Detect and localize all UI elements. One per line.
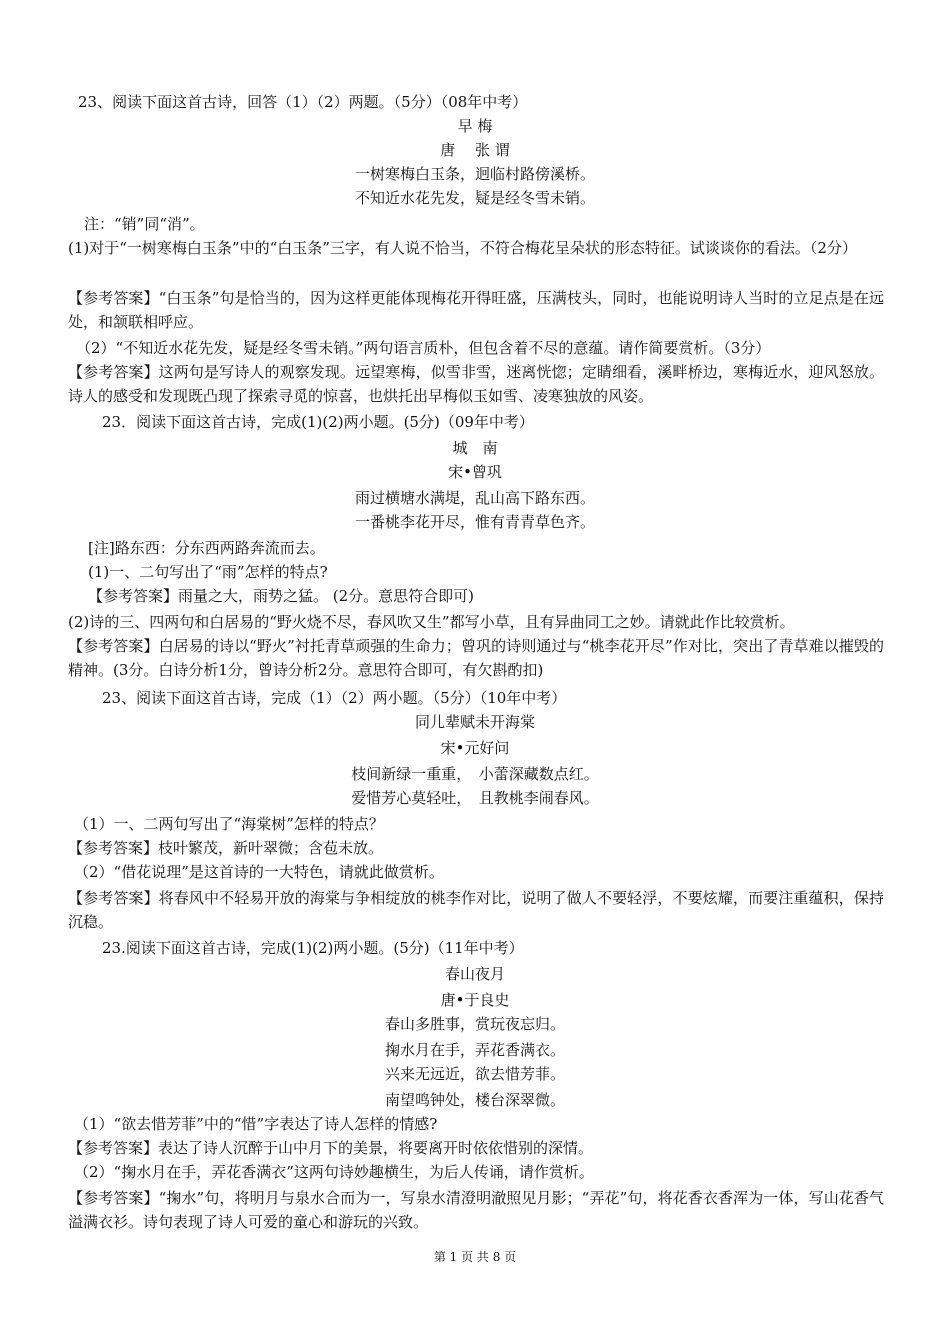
sub-question-11-1: （1）“欲去惜芳菲”中的“惜”字表达了诗人怎样的情感?	[74, 1115, 438, 1133]
poem-author-10: 宋•元好问	[440, 739, 510, 757]
question-header-09: 23．阅读下面这首古诗，完成(1)(2)两小题。(5分)（09年中考）	[102, 413, 534, 431]
sub-question-09-1: (1)一、二句写出了“雨”怎样的特点?	[88, 563, 328, 581]
answer-11-1: 【参考答案】表达了诗人沉醉于山中月下的美景，将要离开时依依惜别的深情。	[68, 1139, 594, 1157]
poem-line: 枝间新绿一重重， 小蕾深藏数点红。	[351, 765, 599, 783]
answer-11-2: 【参考答案】“掬水”句，将明月与泉水合而为一，写泉水清澄明澈照见月影；“弄花”句，将花香衣香浑为一体，写山花香气溢满衣衫。诗句表现了诗人可爱的童心和游玩的兴致。	[68, 1189, 884, 1231]
poem-note-08: 注：“销”同“消”。	[84, 215, 205, 233]
sub-question-08-2: （2）“不知近水花先发，疑是经冬雪未销。”两句语言质朴，但包含着不尽的意蕴。请作简要赏析。（3分）	[76, 339, 771, 357]
sub-question-08-1	[68, 236, 884, 260]
answer-09-2: 【参考答案】白居易的诗以“野火”衬托青草顽强的生命力；曾巩的诗则通过与“桃李花开尽”作对比，突出了青草难以摧毁的精神。(3分。白诗分析1分，曾诗分析2分。意思符合即可，有欠斟酌扣)	[68, 637, 884, 679]
poem-title-09: 城 南	[452, 439, 498, 457]
question-header-08: 23、阅读下面这首古诗，回答（1）（2）两题。（5分）（08年中考）	[78, 93, 528, 111]
poem-line: 爱惜芳心莫轻吐， 且教桃李闹春风。	[351, 789, 599, 807]
sub-question-11-2: （2）“掬水月在手，弄花香满衣”这两句诗妙趣横生，为后人传诵，请作赏析。	[74, 1163, 594, 1181]
poem-author-11: 唐•于良史	[440, 991, 510, 1009]
question-header-10: 23、阅读下面这首古诗，完成（1）（2）两小题。（5分）（10年中考）	[102, 689, 567, 707]
poem-line: 一番桃李花开尽，惟有青青草色齐。	[354, 513, 595, 531]
poem-line: 掬水月在手，弄花香满衣。	[384, 1041, 565, 1059]
poem-line: 一树寒梅白玉条，迥临村路傍溪桥。	[354, 165, 595, 183]
poem-line: 南望鸣钟处，楼台深翠微。	[384, 1091, 565, 1109]
poem-line: 不知近水花先发，疑是经冬雪未销。	[354, 189, 595, 207]
sub-question-text: (1)对于“一树寒梅白玉条”中的“白玉条”三字，有人说不恰当，不符合梅花呈朵状的形态特征。试谈谈你的看法。（2分）	[68, 239, 857, 257]
answer-10-2: 【参考答案】将春风中不轻易开放的海棠与争相绽放的桃李作对比，说明了做人不要轻浮，不要炫耀，而要注重蕴积，保持沉稳。	[68, 889, 884, 931]
answer-10-1: 【参考答案】枝叶繁茂，新叶翠微；含苞未放。	[68, 839, 384, 857]
poem-title-10: 同儿辈赋未开海棠	[414, 713, 535, 731]
answer-08-1: 【参考答案】“白玉条”句是恰当的，因为这样更能体现梅花开得旺盛，压满枝头，同时，也能说明诗人当时的立足点是在远处，和颔联相呼应。	[68, 289, 884, 331]
page-number: 第 1 页 共 8 页	[433, 1250, 517, 1264]
poem-title-08: 早 梅	[457, 117, 493, 135]
poem-author-09: 宋•曾巩	[448, 463, 502, 481]
poem-title-11: 春山夜月	[444, 965, 505, 983]
poem-line: 春山多胜事，赏玩夜忘归。	[384, 1015, 565, 1033]
sub-question-10-2: （2）“借花说理”是这首诗的一大特色，请就此做赏析。	[74, 863, 444, 881]
poem-line: 兴来无远近，欲去惜芳菲。	[384, 1065, 565, 1083]
sub-question-09-2: (2)诗的三、四两句和白居易的“野火烧不尽，春风吹又生”都写小草，且有异曲同工之妙。请就此作比较赏析。	[68, 613, 795, 631]
poem-note-09: [注]路东西：分东西两路奔流而去。	[88, 539, 325, 557]
sub-question-10-1: （1）一、二两句写出了“海棠树”怎样的特点？	[74, 815, 384, 833]
answer-09-1: 【参考答案】雨量之大，雨势之猛。 (2分。意思符合即可)	[88, 587, 475, 605]
poem-author-08: 唐 张 谓	[440, 141, 510, 159]
answer-08-2: 【参考答案】这两句是写诗人的观察发现。远望寒梅，似雪非雪，迷离恍惚；定睛细看，溪畔桥边，寒梅近水，迎风怒放。诗人的感受和发现既凸现了探索寻觅的惊喜，也烘托出早梅似玉如雪、凌寒独放的风姿。	[68, 363, 884, 405]
question-header-11: 23.阅读下面这首古诗，完成(1)(2)两小题。(5分)（11年中考）	[102, 939, 524, 957]
poem-line: 雨过横塘水满堤，乱山高下路东西。	[354, 489, 595, 507]
